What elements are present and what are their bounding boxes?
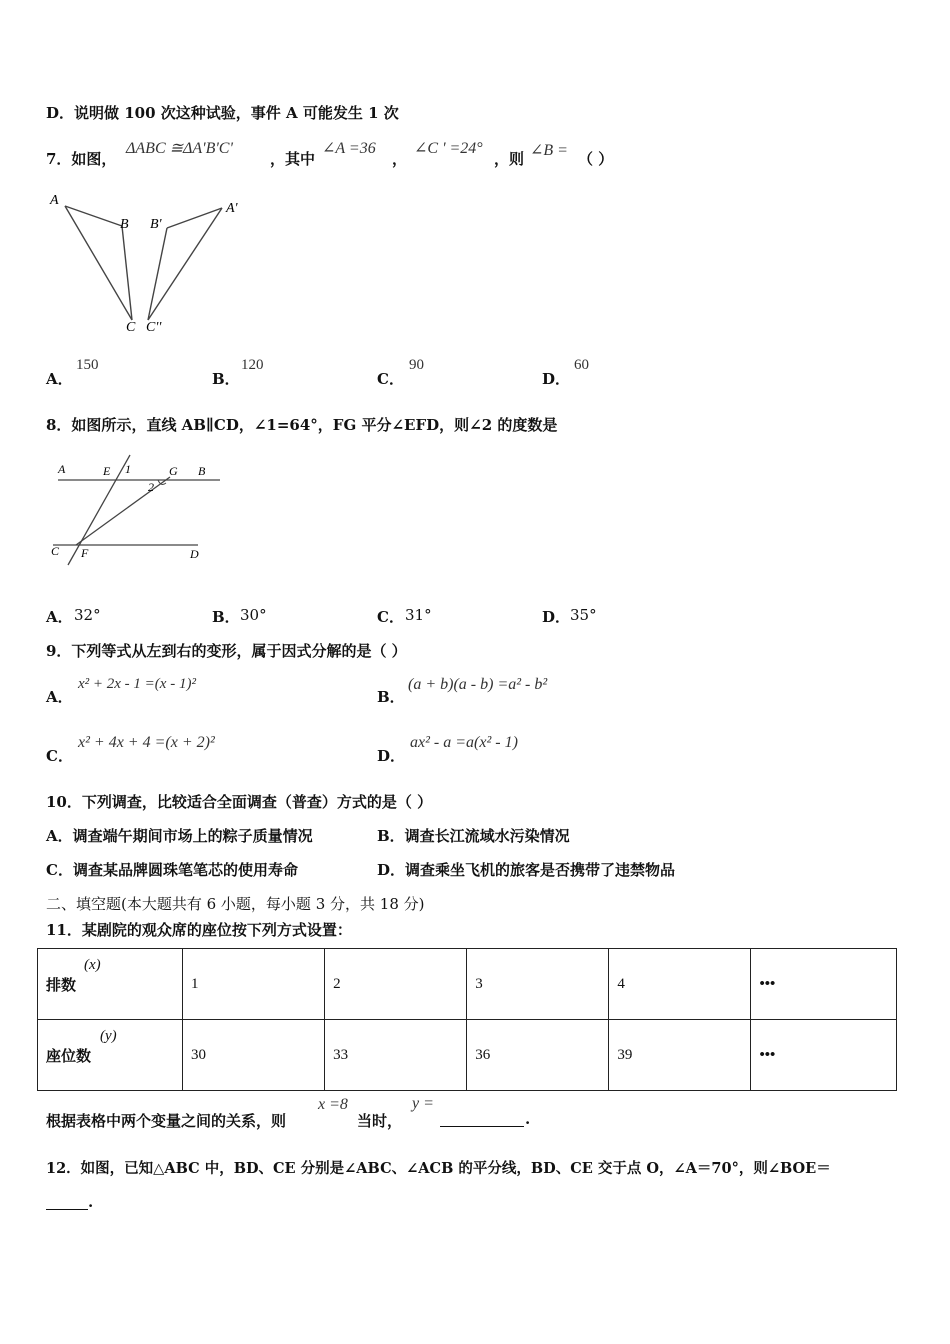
table-cell: 39 (609, 1020, 751, 1091)
table-row (38, 1020, 897, 1091)
q9-option-d-expr: ax² - a =a(x² - 1) (410, 734, 518, 751)
q7-option-b-letter: B． (212, 370, 240, 388)
section-2-title: 二、填空题(本大题共有 6 小题，每小题 3 分，共 18 分) (46, 895, 425, 913)
q7-option-b-value: 120 (241, 357, 264, 373)
table-cell: 1 (183, 949, 325, 1020)
q10-option-d: D．调查乘坐飞机的旅客是否携带了违禁物品 (377, 861, 676, 879)
q9-option-a-expr: x² + 2x - 1 =(x - 1)² (78, 676, 196, 692)
q8-label-e: E (103, 464, 111, 478)
q7-option-d-letter: D． (542, 370, 571, 388)
q9-option-a-letter: A． (46, 688, 73, 706)
table-cell: 2 (325, 949, 467, 1020)
q9-option-d-letter: D． (377, 747, 406, 765)
table-cell: ••• (751, 1020, 897, 1091)
row-label-cell (38, 949, 183, 1020)
q11-y-equation: y = (412, 1095, 434, 1112)
q8-option-d-value: 35° (570, 606, 597, 624)
q10-option-c: C．调查某品牌圆珠笔笔芯的使用寿命 (46, 861, 298, 879)
q8-option-d-letter: D． (542, 608, 571, 626)
row-variable: (x) (84, 957, 101, 973)
q7-option-c-value: 90 (409, 357, 424, 373)
q7-option-d-value: 60 (574, 357, 589, 373)
q10-stem: 10．下列调查，比较适合全面调查（普查）方式的是（ ） (46, 793, 433, 811)
table-cell: ••• (751, 949, 897, 1020)
q7-paren: （ ） (578, 150, 614, 168)
q7-angle-b: ∠B = (530, 142, 568, 159)
q7-mid1: ，其中 (270, 150, 316, 168)
q8-label-c: C (51, 544, 60, 558)
q7-option-a-letter: A． (46, 370, 73, 388)
q7-label-b: B (120, 217, 129, 232)
q7-option-c-letter: C． (377, 370, 404, 388)
q8-option-a-value: 32° (74, 606, 101, 624)
q8-stem: 8．如图所示，直线 AB∥CD，∠1=64°，FG 平分∠EFD，则∠2 的度数是 (46, 416, 558, 434)
q11-end: . (525, 1110, 531, 1128)
q7-label-b-prime: B' (150, 217, 162, 232)
q8-label-1: 1 (125, 462, 131, 476)
q8-label-f: F (81, 546, 89, 560)
q7-congruence: ΔABC ≅ΔA'B'C' (126, 140, 233, 157)
table-cell: 3 (467, 949, 609, 1020)
q8-option-b-value: 30° (240, 606, 267, 624)
q8-label-b: B (198, 464, 206, 478)
q7-label-c-prime: C'' (146, 320, 162, 335)
q9-option-c-expr: x² + 4x + 4 =(x + 2)² (78, 734, 215, 751)
q9-option-b-letter: B． (377, 688, 405, 706)
q11-after-text-1: 根据表格中两个变量之间的关系，则 (46, 1112, 287, 1130)
q7-triangles-figure (40, 188, 260, 338)
q7-prefix: 7．如图， (46, 150, 117, 168)
q7-comma: ， (392, 150, 408, 168)
q8-option-c-value: 31° (405, 606, 432, 624)
q8-label-a: A (58, 462, 66, 476)
seat-table (37, 948, 897, 1091)
q8-option-a-letter: A． (46, 608, 73, 626)
seat-label: 座位数 (46, 1048, 92, 1065)
q11-answer-blank[interactable] (440, 1126, 524, 1127)
q7-label-a-prime: A' (226, 201, 238, 216)
q8-label-d: D (190, 547, 199, 561)
q9-option-b-expr: (a + b)(a - b) =a² - b² (408, 676, 548, 693)
q11-after-text-2: 当时， (357, 1112, 403, 1130)
q7-option-a-value: 150 (76, 357, 99, 373)
table-cell: 33 (325, 1020, 467, 1091)
q10-option-b: B．调查长江流域水污染情况 (377, 827, 570, 845)
q10-option-a: A．调查端午期间市场上的粽子质量情况 (46, 827, 313, 845)
q8-label-2: 2 (148, 480, 154, 494)
q12-answer-blank[interactable] (46, 1209, 88, 1210)
table-cell: 30 (183, 1020, 325, 1091)
q12-stem: 12．如图，已知△ABC 中，BD、CE 分别是∠ABC、∠ACB 的平分线，BD、CE 交于点 O，∠A＝70°，则∠BOE＝ (46, 1160, 831, 1177)
table-cell: 4 (609, 949, 751, 1020)
seat-label-cell (38, 1020, 183, 1091)
seat-variable: (y) (100, 1028, 117, 1044)
q8-option-c-letter: C． (377, 608, 404, 626)
q7-label-a: A (50, 193, 59, 208)
q9-stem: 9．下列等式从左到右的变形，属于因式分解的是（ ） (46, 642, 407, 660)
q11-x-equation: x =8 (318, 1096, 348, 1113)
q8-option-b-letter: B． (212, 608, 240, 626)
q6-option-d: D．说明做 100 次这种试验，事件 A 可能发生 1 次 (46, 104, 399, 122)
q7-label-c: C (126, 320, 136, 335)
q8-parallel-lines-figure (48, 455, 238, 570)
q8-label-g: G (169, 464, 178, 478)
q7-mid2: ，则 (494, 150, 525, 168)
q7-angle-a: ∠A =36 (322, 140, 376, 157)
q9-option-c-letter: C． (46, 747, 73, 765)
table-row (38, 949, 897, 1020)
q7-angle-c: ∠C ' =24° (414, 140, 483, 157)
table-cell: 36 (467, 1020, 609, 1091)
q12-end: . (88, 1193, 94, 1211)
row-label: 排数 (46, 977, 77, 994)
q11-stem: 11．某剧院的观众席的座位按下列方式设置： (46, 921, 352, 939)
